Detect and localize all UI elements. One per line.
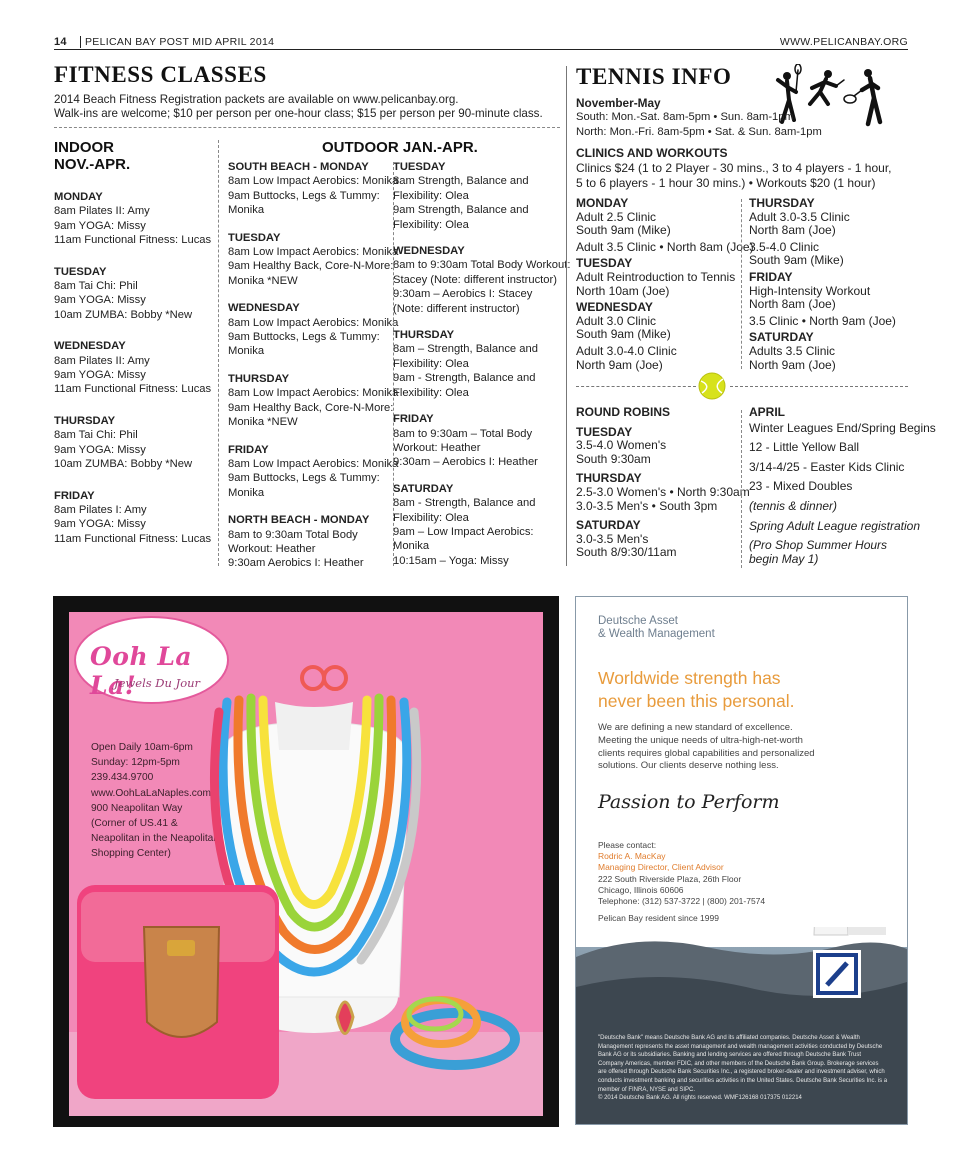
class-line: Monika: [393, 540, 430, 553]
jewelry-display-image: [69, 642, 543, 1116]
clinics-info: [576, 146, 891, 191]
round-robins-title: ROUND ROBINS: [576, 405, 671, 419]
class-line: 9am Healthy Back, Core-N-More:: [228, 401, 394, 414]
store-info-line: Neapolitan in the Neapolitan: [91, 833, 220, 845]
tennis-hours-north: North: Mon.-Fri. 8am-5pm • Sat. & Sun. 8am-1pm: [576, 125, 822, 138]
class-line: Adult Reintroduction to Tennis: [576, 269, 736, 284]
fitness-intro: [54, 93, 543, 122]
schedule-day: [54, 414, 211, 472]
fitness-title: FITNESS CLASSES: [54, 62, 267, 87]
page-number: 14: [54, 36, 67, 48]
schedule-day: [393, 160, 570, 232]
publication-title: PELICAN BAY POST MID APRIL 2014: [80, 36, 274, 48]
april-event: [749, 520, 936, 534]
april-event-line: Spring Adult League registration: [749, 518, 920, 533]
class-line: 8am Pilates II: Amy: [54, 205, 150, 218]
april-event-line: begin May 1): [749, 551, 819, 566]
round-robin-day: [576, 426, 750, 467]
day-label: FRIDAY: [54, 489, 95, 502]
round-robin-line: South 8/9:30/11am: [576, 545, 677, 560]
day-label: TUESDAY: [393, 161, 446, 173]
class-line: 8am to 9:30am Total Body: [228, 528, 358, 541]
schedule-day: [576, 197, 754, 238]
fine-print: "Deutsche Bank" means Deutsche Bank AG and its affiliated companies. Deutsche Asset & Wealth Management represents the asset management and wealth management activities conducted by Deutsche Bank AG or its subsidiaries. Banking and lending services are offered through Deutsche Bank Trust Company Americas, member FDIC, and other members of the Deutsche Bank Group. Brokerage services are offered through Deutsche Bank Securities Inc., a registered broker-dealer and investment adviser, which conducts investment banking and securities activities in the United States. Deutsche Bank Securities Inc. is a member of FINRA, NYSE and SIPC.: [598, 1035, 888, 1093]
outdoor-south-schedule: [228, 160, 398, 571]
class-line: Flexibility: Olea: [393, 511, 469, 524]
brand-tagline: Jewels Du Jour: [114, 676, 201, 690]
april-event: [749, 461, 936, 475]
divider: [730, 386, 908, 387]
round-robin-line: 3.0-3.5 Men's • South 3pm: [576, 498, 718, 513]
schedule-day: [393, 244, 570, 316]
class-line: Adults 3.5 Clinic: [749, 343, 836, 358]
round-robins: [576, 406, 750, 560]
schedule-day: [228, 513, 398, 571]
store-info-line: 900 Neapolitan Way: [91, 802, 183, 814]
contact-phone[interactable]: Telephone: (312) 537-3722 | (800) 201-7574: [598, 896, 766, 907]
contact-name: Rodric A. MacKay: [598, 851, 666, 862]
class-line: 8am Tai Chi: Phil: [54, 280, 138, 293]
schedule-day: [749, 331, 896, 372]
class-line: North 9am (Joe): [576, 357, 663, 372]
tennis-ball-icon: [698, 372, 726, 400]
class-line: 3.5 Clinic • North 9am (Joe): [749, 313, 896, 328]
class-line: Adult 3.5 Clinic • North 8am (Joe): [576, 239, 754, 254]
class-line: 9am – Low Impact Aerobics:: [393, 525, 534, 538]
schedule-day: [393, 482, 570, 568]
round-robin-line: 3.5-4.0 Women's: [576, 438, 667, 453]
april-event-line: (Pro Shop Summer Hours: [749, 538, 888, 553]
indoor-title: INDOOR: [54, 139, 114, 156]
schedule-day: [749, 241, 896, 268]
tennis-hours: [576, 96, 822, 139]
april-event: [749, 441, 936, 455]
day-label: SATURDAY: [749, 330, 814, 345]
april-event: [749, 539, 936, 566]
april-event: [749, 500, 936, 514]
store-info-line: 239.434.9700: [91, 772, 154, 784]
class-line: 8am Pilates II: Amy: [54, 354, 150, 367]
class-line: South 9am (Mike): [576, 223, 671, 238]
april-event-line: 12 - Little Yellow Ball: [749, 440, 860, 455]
schedule-day: [228, 231, 398, 289]
class-line: 3.5-4.0 Clinic: [749, 239, 820, 254]
class-line: North 9am (Joe): [749, 357, 836, 372]
class-line: 10am ZUMBA: Bobby *New: [54, 458, 193, 471]
day-label: SATURDAY: [393, 482, 454, 495]
class-line: 8am Low Impact Aerobics: Monika: [228, 246, 399, 259]
class-line: 9am Healthy Back, Core-N-More:: [228, 260, 394, 273]
column-divider: [218, 140, 219, 566]
day-label: WEDNESDAY: [228, 302, 300, 315]
contact-address: 222 South Riverside Plaza, 26th Floor: [598, 873, 742, 884]
class-line: Workout: Heather: [393, 441, 481, 454]
schedule-day: [228, 301, 398, 359]
tennis-hours-south: South: Mon.-Sat. 8am-5pm • Sun. 8am-1pm: [576, 111, 794, 124]
ad-body-line: Meeting the unique needs of ultra-high-net-worth: [598, 734, 803, 746]
class-line: 8am Low Impact Aerobics: Monika: [228, 457, 399, 470]
page-header: [54, 36, 908, 50]
april-event: [749, 422, 936, 436]
april-event-line: Winter Leagues End/Spring Begins: [749, 420, 936, 435]
tennis-clinics-left: [576, 197, 754, 372]
class-line: 9am YOGA: Missy: [54, 369, 146, 382]
class-line: Adult 2.5 Clinic: [576, 209, 657, 224]
contact-block: [598, 840, 765, 907]
class-line: 9:30am Aerobics I: Heather: [228, 557, 364, 570]
class-line: 8am Pilates I: Amy: [54, 503, 147, 516]
class-line: 8am – Strength, Balance and: [393, 343, 538, 356]
day-label: THURSDAY: [228, 372, 290, 385]
april-event-line: 3/14-4/25 - Easter Kids Clinic: [749, 459, 905, 474]
class-line: 10am ZUMBA: Bobby *New: [54, 308, 193, 321]
day-label: TUESDAY: [576, 424, 633, 439]
class-line: 8am Low Impact Aerobics: Monika: [228, 175, 399, 188]
store-info-line: Open Daily 10am-6pm: [91, 742, 193, 753]
round-robin-line: 2.5-3.0 Women's • North 9:30am: [576, 484, 750, 499]
day-label: WEDNESDAY: [393, 245, 465, 258]
class-line: 11am Functional Fitness: Lucas: [54, 234, 212, 247]
day-label: TUESDAY: [576, 256, 633, 271]
outdoor-title: OUTDOOR JAN.-APR.: [322, 139, 478, 156]
ad-body-line: We are defining a new standard of excellence.: [598, 722, 793, 733]
site-url[interactable]: WWW.PELICANBAY.ORG: [779, 36, 908, 48]
schedule-day: [576, 301, 754, 342]
day-label: THURSDAY: [54, 414, 116, 427]
ad-headline: [598, 667, 795, 713]
class-line: Workout: Heather: [228, 542, 316, 555]
day-label: TUESDAY: [54, 265, 107, 278]
class-line: High-Intensity Workout: [749, 283, 871, 298]
schedule-day: [749, 197, 896, 238]
class-line: Flexibility: Olea: [393, 357, 469, 370]
schedule-day: [576, 345, 754, 372]
oohlala-ad[interactable]: [53, 596, 559, 1127]
class-line: 9:30am – Aerobics I: Heather: [393, 456, 538, 469]
class-line: North 10am (Joe): [576, 283, 670, 298]
schedule-day: [228, 160, 398, 218]
copyright: © 2014 Deutsche Bank AG. All rights reserved. WMF126168 017375 012214: [598, 1095, 802, 1101]
round-robin-line: 3.0-3.5 Men's: [576, 531, 649, 546]
schedule-day: [393, 412, 570, 470]
class-line: 9am Buttocks, Legs & Tummy:: [228, 472, 380, 485]
contact-label: Please contact:: [598, 840, 657, 850]
column-divider: [741, 199, 742, 369]
schedule-day: [228, 443, 398, 501]
company-line-1: Deutsche Asset: [598, 615, 678, 627]
lighthouse-icon: [813, 927, 890, 935]
schedule-day: [228, 372, 398, 430]
schedule-day: [576, 241, 754, 255]
ad-body: [598, 722, 815, 773]
section-divider: [566, 66, 567, 566]
class-line: 9:30am – Aerobics I: Stacey: [393, 288, 533, 301]
april-event-line: 23 - Mixed Doubles: [749, 479, 853, 494]
schedule-day: [393, 328, 570, 400]
day-label: WEDNESDAY: [576, 300, 653, 315]
class-line: 8am to 9:30am – Total Body: [393, 427, 533, 440]
store-info-line: Shopping Center): [91, 848, 171, 860]
class-line: Adult 3.0 Clinic: [576, 313, 657, 328]
clinics-line-1: Clinics $24 (1 to 2 Player - 30 mins., 3 to 4 players - 1 hour,: [576, 161, 892, 175]
day-label: MONDAY: [54, 191, 103, 203]
day-label: FRIDAY: [749, 269, 793, 284]
day-label: THURSDAY: [749, 196, 815, 210]
class-line: 8am Tai Chi: Phil: [54, 429, 138, 442]
class-line: 9am YOGA: Missy: [54, 219, 146, 232]
round-robin-day: [576, 519, 750, 560]
day-label: FRIDAY: [228, 443, 269, 456]
schedule-day: [54, 339, 211, 397]
contact-title: Managing Director, Client Advisor: [598, 862, 724, 873]
class-line: 8am Low Impact Aerobics: Monika: [228, 387, 399, 400]
indoor-schedule: [54, 190, 211, 546]
schedule-day: [54, 265, 211, 323]
class-line: Monika *NEW: [228, 416, 298, 429]
class-line: 10:15am – Yoga: Missy: [393, 554, 509, 567]
day-label: SATURDAY: [576, 518, 641, 533]
slogan: Passion to Perform: [598, 791, 780, 813]
ad-body-line: clients requires global capabilities and personalized: [598, 747, 815, 759]
indoor-heading: [54, 139, 130, 173]
headline-line-2: never been this personal.: [598, 691, 795, 711]
brand-name: Ooh La La!: [90, 642, 193, 700]
store-info-line: (Corner of US.41 &: [91, 818, 178, 830]
divider: [576, 386, 696, 387]
class-line: Monika: [228, 345, 265, 358]
april-title: APRIL: [749, 405, 785, 419]
day-label: NORTH BEACH - MONDAY: [228, 514, 370, 527]
contact-city: Chicago, Illinois 60606: [598, 884, 684, 895]
class-line: Flexibility: Olea: [393, 189, 469, 202]
class-line: 9am YOGA: Missy: [54, 443, 146, 456]
class-line: 8am to 9:30am Total Body Workout:: [393, 259, 571, 272]
class-line: Flexibility: Olea: [393, 218, 469, 231]
column-divider: [393, 162, 394, 566]
class-line: North 8am (Joe): [749, 297, 836, 312]
ad-body-line: solutions. Our clients deserve nothing less.: [598, 760, 779, 772]
ad-background: [69, 612, 543, 1116]
class-line: Monika *NEW: [228, 274, 298, 287]
april-event-line: (tennis & dinner): [749, 498, 838, 513]
tennis-season: November-May: [576, 96, 661, 110]
store-info-line: Sunday: 12pm-5pm: [91, 757, 180, 769]
class-line: 9am YOGA: Missy: [54, 518, 146, 531]
schedule-day: [576, 257, 754, 298]
round-robin-line: South 9:30am: [576, 451, 651, 466]
class-line: 11am Functional Fitness: Lucas: [54, 532, 212, 545]
schedule-day: [749, 271, 896, 312]
day-label: SOUTH BEACH - MONDAY: [228, 161, 369, 173]
day-label: THURSDAY: [393, 329, 455, 342]
class-line: 8am - Strength, Balance and: [393, 497, 536, 510]
class-line: Flexibility: Olea: [393, 386, 469, 399]
class-line: 8am Low Impact Aerobics: Monika: [228, 316, 399, 329]
class-line: 9am Buttocks, Legs & Tummy:: [228, 331, 380, 344]
day-label: TUESDAY: [228, 231, 281, 244]
class-line: Adult 3.0-4.0 Clinic: [576, 343, 677, 358]
april-events: [749, 406, 936, 566]
day-label: MONDAY: [576, 196, 629, 210]
fitness-intro-line-2: Walk-ins are welcome; $10 per person per one-hour class; $15 per person per 90-minute class.: [54, 107, 543, 121]
class-line: South 9am (Mike): [576, 327, 671, 342]
schedule-day: [54, 489, 211, 547]
class-line: Adult 3.0-3.5 Clinic: [749, 209, 850, 224]
company-line-2: & Wealth Management: [598, 628, 715, 640]
april-event: [749, 480, 936, 494]
class-line: 9am Buttocks, Legs & Tummy:: [228, 189, 380, 202]
day-label: WEDNESDAY: [54, 340, 126, 353]
class-line: 8am Strength, Balance and: [393, 175, 529, 188]
clinics-line-2: 5 to 6 players - 1 hour 30 mins.) • Workouts $20 (1 hour): [576, 176, 876, 190]
class-line: 9am Strength, Balance and: [393, 204, 529, 217]
indoor-dates: NOV.-APR.: [54, 156, 131, 173]
class-line: Monika: [228, 486, 265, 499]
outdoor-north-schedule: [393, 160, 570, 568]
class-line: Monika: [228, 204, 265, 217]
day-label: THURSDAY: [576, 471, 642, 486]
class-line: (Note: different instructor): [393, 302, 520, 315]
column-divider: [741, 410, 742, 568]
clinics-title: CLINICS AND WORKOUTS: [576, 146, 728, 160]
tennis-title: TENNIS INFO: [576, 64, 732, 89]
deutsche-bank-ad[interactable]: [575, 596, 908, 1125]
divider: [54, 127, 560, 128]
class-line: South 9am (Mike): [749, 253, 844, 268]
class-line: 9am - Strength, Balance and: [393, 372, 536, 385]
class-line: 11am Functional Fitness: Lucas: [54, 383, 212, 396]
round-robin-day: [576, 472, 750, 513]
day-label: FRIDAY: [393, 413, 434, 426]
resident-note: Pelican Bay resident since 1999: [598, 913, 719, 923]
tennis-clinics-right: [749, 197, 896, 372]
class-line: 9am YOGA: Missy: [54, 294, 146, 307]
store-info-line: www.OohLaLaNaples.com: [91, 787, 212, 799]
class-line: Stacey (Note: different instructor): [393, 273, 557, 286]
schedule-day: [749, 315, 896, 329]
fitness-intro-line-1: 2014 Beach Fitness Registration packets are available on www.pelicanbay.org.: [54, 93, 459, 106]
class-line: North 8am (Joe): [749, 223, 836, 238]
company-name: [598, 615, 715, 641]
headline-line-1: Worldwide strength has: [598, 668, 781, 688]
schedule-day: [54, 190, 211, 248]
